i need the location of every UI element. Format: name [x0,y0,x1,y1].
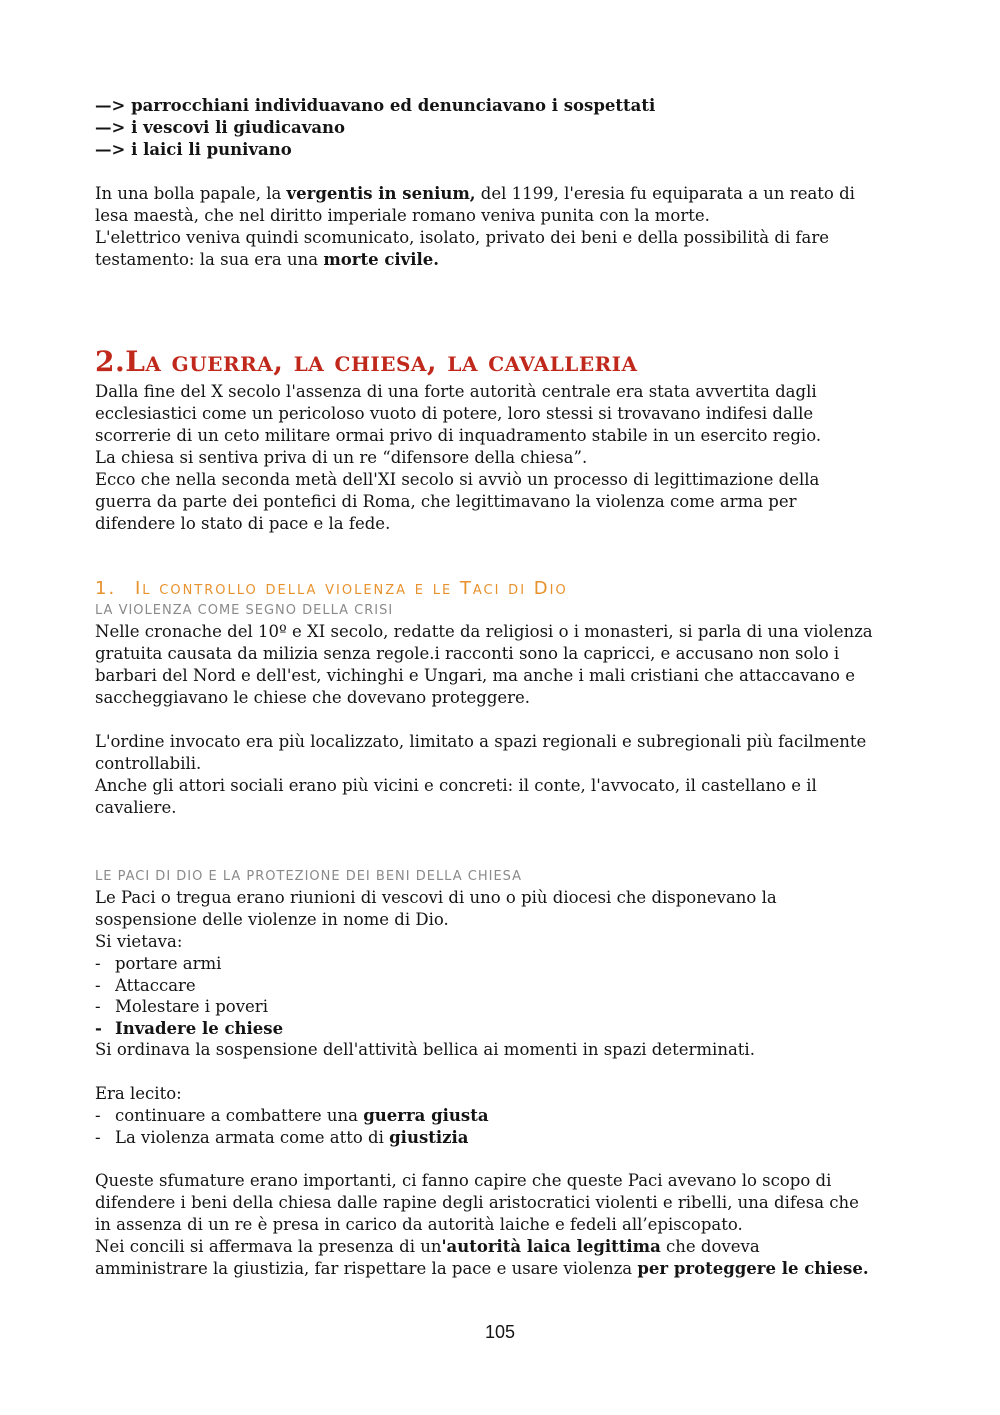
bold-text: guerra giusta [363,1106,489,1125]
list-item [95,953,915,975]
paragraph-line: sospensione delle violenze in nome di Dio. [95,910,449,929]
paragraph-line: gratuita causata da milizia senza regole.i racconti sono la capricci, e accusano non solo i [95,644,840,663]
list-text: Invadere le chiese [115,1018,284,1038]
minor-heading: LE PACI DI DIO E LA PROTEZIONE DEI BENI DELLA CHIESA [95,869,523,884]
bolla-line: L'elettrico veniva quindi scomunicato, isolato, privato dei beni e della possibilità di fare [95,228,830,247]
dash-bullet: - [95,1127,101,1147]
heading-title: Il controllo della violenza e le Taci di Dio [135,578,568,599]
arrow-line: —> i laici li punivano [95,140,292,159]
list-text: continuare a combattere una [115,1106,364,1125]
paragraph-line: saccheggiavano le chiese che dovevano proteggere. [95,688,531,707]
bold-text: giustizia [389,1127,469,1147]
text: che doveva [660,1237,760,1256]
paragraph-line: scorrerie di un ceto militare ormai privo di inquadramento stabile in un esercito regio. [95,426,822,445]
paragraph-line: Si vietava: [95,932,183,951]
bolla-line: lesa maestà, che nel diritto imperiale romano veniva punita con la morte. [95,206,710,225]
paragraph-line: cavaliere. [95,798,177,817]
arrow-line: —> parrocchiani individuavano ed denunciavano i sospettati [95,96,656,115]
paragraph-line: barbari del Nord e dell'est, vichinghi e Ungari, ma anche i mali cristiani che attaccavano e [95,666,855,685]
list-item [95,1018,915,1040]
paragraph-line: Anche gli attori sociali erano più vicini e concreti: il conte, l'avvocato, il castellano e il [95,776,817,795]
list-text: Molestare i poveri [115,997,268,1016]
paragraph-line: Era lecito: [95,1084,182,1103]
page-body [95,95,915,271]
paragraph-line [95,1236,915,1258]
paragraph-line: difendere lo stato di pace e la fede. [95,514,391,533]
list-text: Attaccare [115,975,196,995]
list-text: portare armi [115,954,222,973]
subsection-heading [95,577,915,601]
bold-text: 'autorità laica legittima [441,1237,661,1256]
section-heading: 2.La guerra, la chiesa, la cavalleria [95,345,638,378]
paragraph-line: L'ordine invocato era più localizzato, limitato a spazi regionali e subregionali più facilmente [95,732,867,751]
paci-section [95,867,915,1280]
list-item [95,975,915,997]
list-item [95,996,915,1018]
paragraph-line: Ecco che nella seconda metà dell'XI secolo si avviò un processo di legittimazione della [95,470,820,489]
dash-bullet: - [95,975,101,995]
bold-text: vergentis in senium, [286,184,476,203]
paragraph-line: Le Paci o tregua erano riunioni di vescovi di uno o più diocesi che disponevano la [95,888,777,907]
text: In una bolla papale, la [95,184,287,203]
heading-number: 1. [95,578,117,599]
bolla-line [95,183,915,205]
list-text: La violenza armata come atto di [115,1127,390,1147]
paragraph-line: La chiesa si sentiva priva di un re “difensore della chiesa”. [95,448,588,467]
dash-bullet: - [95,1106,101,1125]
paragraph-line: guerra da parte dei pontefici di Roma, che legittimavano la violenza come arma per [95,492,797,511]
text: Nei concili si affermava la presenza di un [95,1237,442,1256]
paragraph-line: Si ordinava la sospensione dell'attività bellica ai momenti in spazi determinati. [95,1040,755,1059]
text: amministrare la giustizia, far rispettare la pace e usare violenza [95,1259,638,1278]
list-item [95,1127,915,1149]
paragraph-line [95,1258,915,1280]
list-item [95,1105,915,1127]
section2-body [95,381,915,535]
dash-bullet: - [95,954,101,973]
paragraph-line: ecclesiastici come un pericoloso vuoto di potere, loro stessi si trovavano indifesi dalle [95,404,814,423]
bold-text: morte civile. [323,250,440,269]
paragraph-line: Queste sfumature erano importanti, ci fanno capire che queste Paci avevano lo scopo di [95,1171,832,1190]
paragraph-line: Nelle cronache del 10º e XI secolo, redatte da religiosi o i monasteri, si parla di una violenza [95,622,873,641]
paragraph-line: difendere i beni della chiesa dalle rapine degli aristocratici violenti e ribelli, una difesa che [95,1193,859,1212]
text: testamento: la sua era una [95,250,324,269]
text: del 1199, l'eresia fu equiparata a un reato di [475,184,855,203]
page-number: 105 [484,1322,516,1342]
dash-bullet: - [95,997,101,1016]
subsection-1 [95,577,915,819]
bolla-line [95,249,915,271]
dash-bullet: - [95,1018,102,1038]
paragraph-line: in assenza di un re è presa in carico da autorità laiche e fedeli all’episcopato. [95,1215,743,1234]
arrow-line: —> i vescovi li giudicavano [95,118,346,137]
paragraph-line: controllabili. [95,754,202,773]
paragraph-line: Dalla fine del X secolo l'assenza di una forte autorità centrale era stata avvertita dagli [95,382,817,401]
minor-heading: LA VIOLENZA COME SEGNO DELLA CRISI [95,603,394,618]
bold-text: per proteggere le chiese. [637,1259,869,1278]
